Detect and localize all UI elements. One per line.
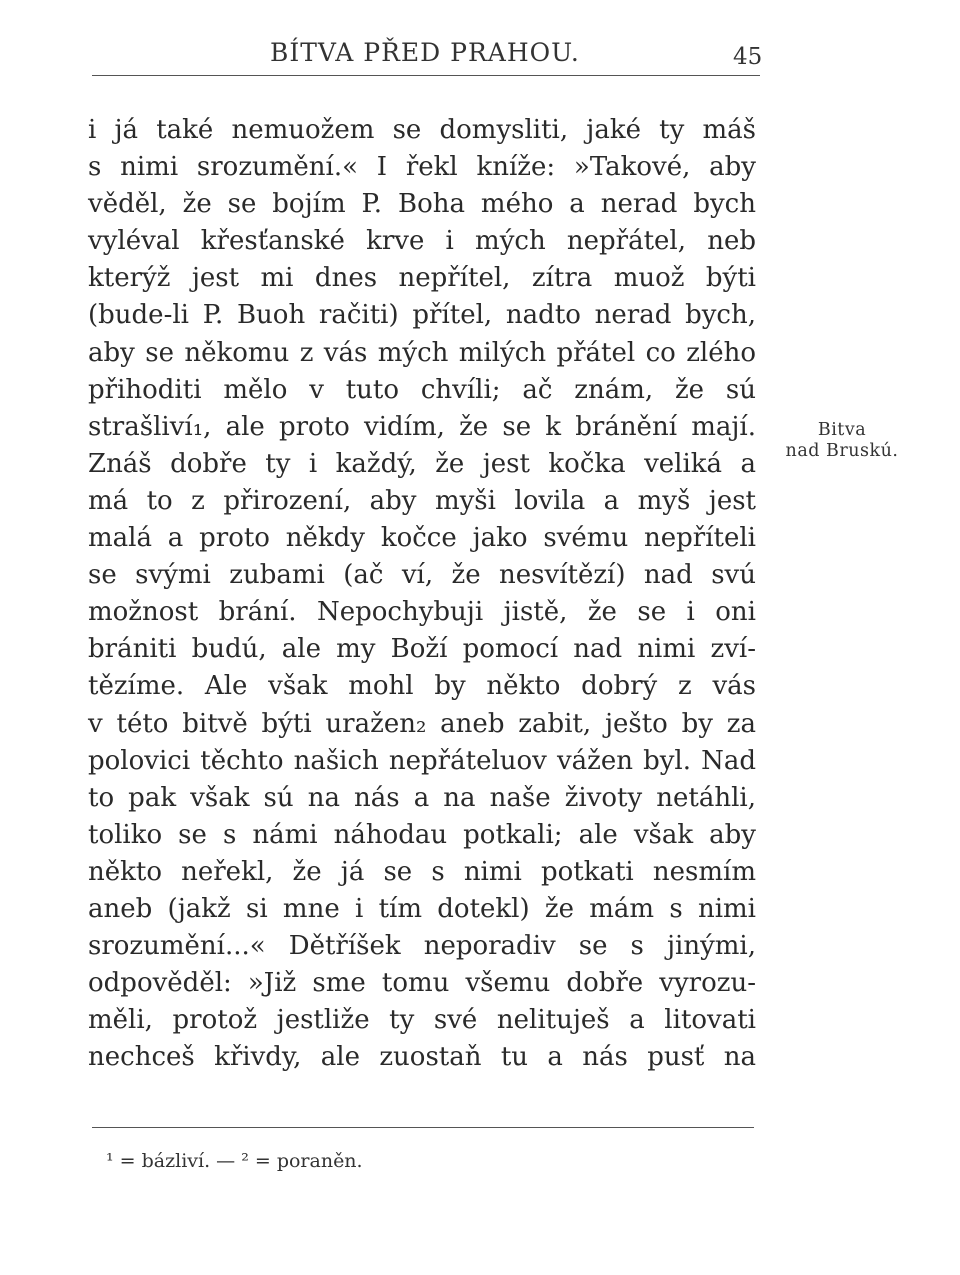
marginal-note-line: nad Bruskú.	[785, 441, 899, 461]
text-line: aby se někomu z vás mých milých přátel co zlého	[88, 337, 756, 368]
body-text	[88, 112, 756, 1076]
text-line: toliko se s námi náhodau potkali; ale však aby	[88, 819, 756, 850]
text-line: v této bitvě býti uražen₂ aneb zabit, ješto by za	[88, 708, 756, 739]
text-line: možnost brání. Nepochybuji jistě, že se i oni	[88, 597, 756, 628]
footnote-rule	[92, 1127, 754, 1128]
text-line: má to z přirození, aby myši lovila a myš jest	[88, 485, 756, 516]
text-line: malá a proto někdy kočce jako svému nepříteli	[88, 523, 756, 554]
text-line: nechceš křivdy, ale zuostaň tu a nás pusť na	[88, 1042, 756, 1073]
marginal-note-line: Bitva	[817, 420, 867, 440]
text-line: s nimi srozumění.« I řekl kníže: »Takové, aby	[88, 152, 756, 183]
page-number: 45	[733, 44, 763, 70]
text-line: přihoditi mělo v tuto chvíli; ač znám, že sú	[88, 374, 756, 405]
text-line: se svými zubami (ač ví, že nesvítězí) nad svú	[88, 560, 756, 591]
text-line: Znáš dobře ty i každý, že jest kočka veliká a	[88, 448, 756, 479]
text-line: měli, protož jestliže ty své nelituješ a litovati	[88, 1005, 756, 1036]
text-line: věděl, že se bojím P. Boha mého a nerad bych	[88, 189, 756, 220]
text-line: brániti budú, ale my Boží pomocí nad nimi zví-	[88, 634, 756, 665]
text-line: aneb (jakž si mne i tím dotekl) že mám s nimi	[88, 893, 756, 924]
footnote: ¹ = bázliví. — ² = poraněn.	[106, 1150, 363, 1172]
text-line: (bude-li P. Buoh račiti) přítel, nadto nerad bych,	[88, 300, 756, 331]
text-line: vyléval křesťanské krve i mých nepřátel, neb	[88, 226, 756, 257]
text-line: i já také nemuožem se domysliti, jaké ty máš	[88, 115, 756, 145]
text-line: strašliví₁, ale proto vidím, že se k bránění mají.	[88, 411, 756, 442]
text-line: polovici těchto našich nepřáteluov vážen byl. Nad	[88, 745, 756, 776]
marginal-note	[772, 420, 912, 462]
text-line: srozumění...« Dětříšek neporadiv se s jinými,	[88, 931, 756, 962]
header-rule	[92, 75, 760, 76]
text-line: to pak však sú na nás a na naše životy netáhli,	[88, 782, 756, 813]
text-line: tězíme. Ale však mohl by někto dobrý z vás	[88, 671, 756, 702]
running-header-title: BÍTVA PŘED PRAHOU.	[270, 38, 580, 67]
text-line: někto neřekl, že já se s nimi potkati nesmím	[88, 856, 756, 887]
text-line: odpověděl: »Již sme tomu všemu dobře vyrozu-	[88, 968, 756, 999]
text-line: kterýž jest mi dnes nepřítel, zítra muož býti	[88, 263, 756, 294]
